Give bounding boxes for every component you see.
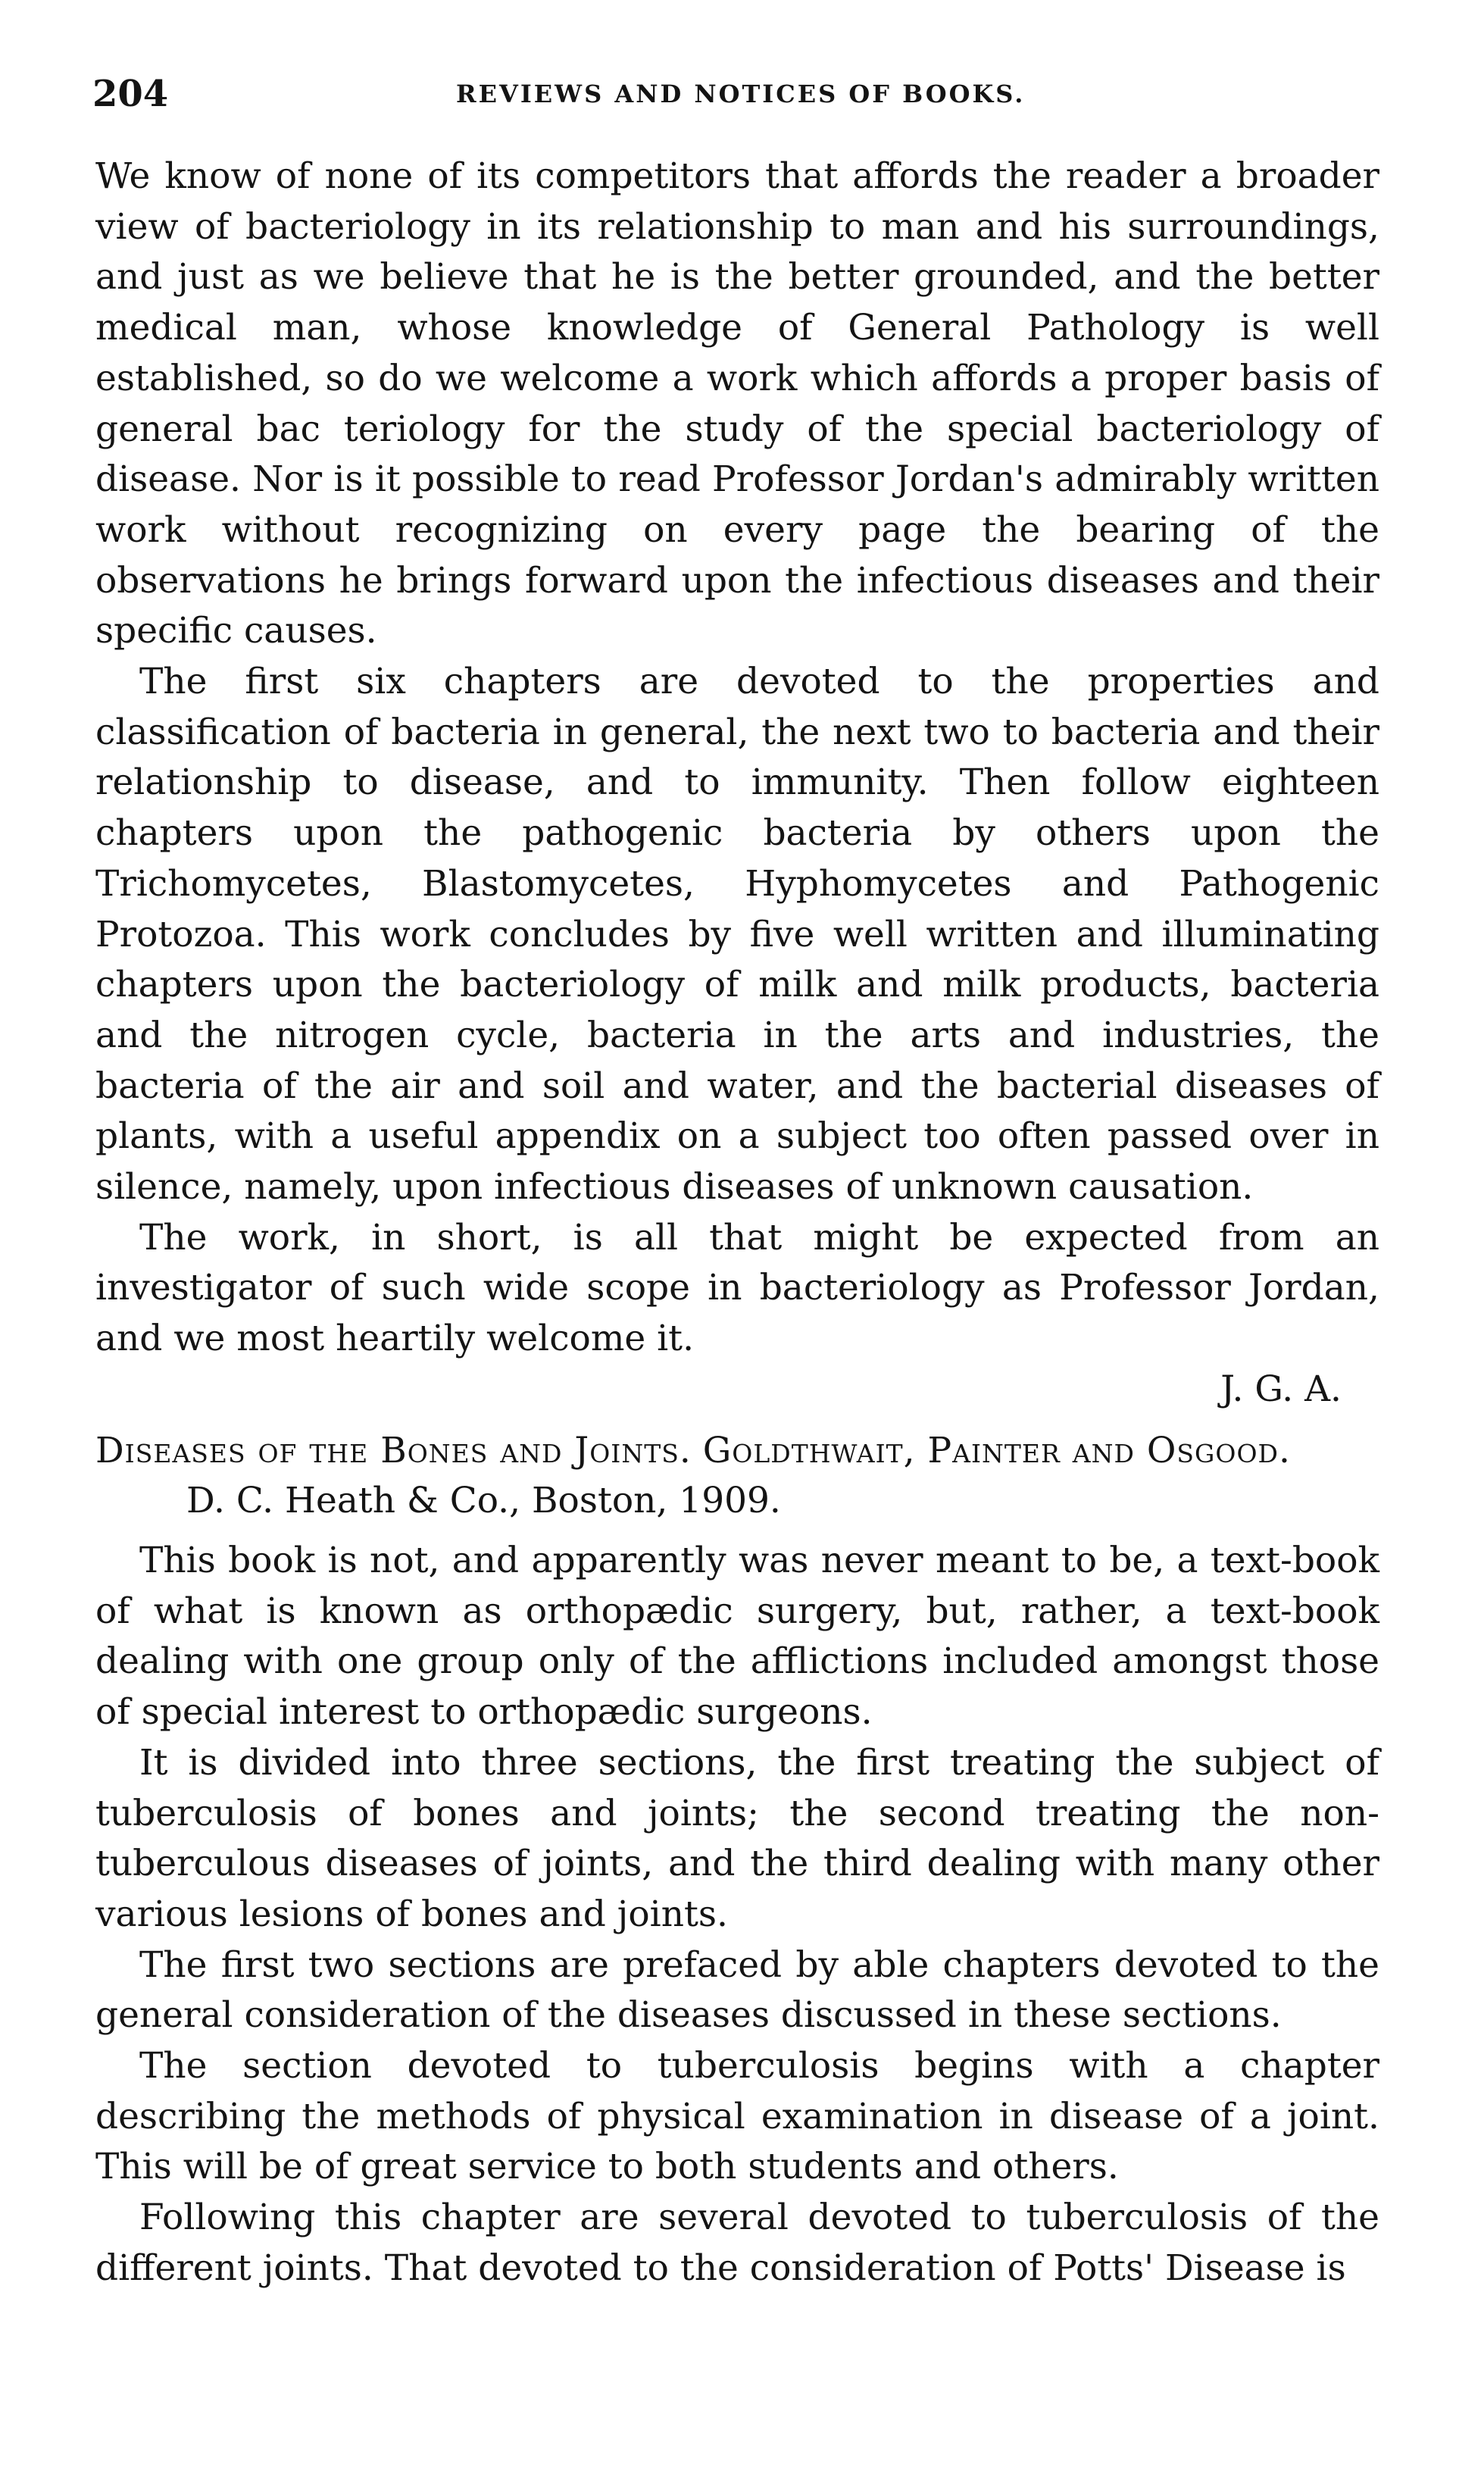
- review-paragraph: The section devoted to tuberculosis begins with a chapter describing the methods of physical examination in disease of a joint. This will be of great service to both students and others.: [95, 2045, 1379, 2188]
- review-paragraph: This book is not, and apparently was never meant to be, a text-book of what is known as orthopædic surgery, but, rather, a text-book dealing with one group only of the afflictions included amongst those of special interest to orthopædic surgeons.: [95, 1539, 1379, 1734]
- review-paragraph: It is divided into three sections, the first treating the subject of tuberculosis of bones and joints; the second treating the non-tuberculous diseases of joints, and the third dealing with many other various lesions of bones and joints.: [95, 1741, 1379, 1935]
- running-head: REVIEWS AND NOTICES OF BOOKS.: [456, 80, 1026, 108]
- page-number: 204: [92, 73, 169, 115]
- page-header: [92, 71, 1388, 117]
- book-authors: Goldthwait, Painter and Osgood.: [702, 1429, 1291, 1471]
- review-paragraph: Following this chapter are several devoted to tuberculosis of the different joints. That devoted to the consideration of Potts' Disease is: [95, 2197, 1379, 2289]
- reviewer-signature: J. G. A.: [1220, 1368, 1342, 1410]
- page-body: [95, 152, 1379, 2294]
- review-bones-and-joints: [95, 1536, 1379, 2294]
- review-paragraph: The first six chapters are devoted to the properties and classification of bacteria in general, the next two to bacteria and their relationship to disease, and to immunity. Then follow eighteen chapters upon the pathogenic bacteria by others upon the Trichomycetes, Blastomycetes, Hyphomycetes and Pathogenic Protozoa. This work concludes by five well written and illuminating chapters upon the bacteriology of milk and milk products, bacteria and the nitrogen cycle, bacteria in the arts and industries, the bacteria of the air and soil and water, and the bacterial diseases of plants, with a useful appendix on a subject too often passed over in silence, namely, upon infectious diseases of unknown causation.: [95, 661, 1379, 1209]
- review-paragraph: The work, in short, is all that might be expected from an investigator of such wide scope in bacteriology as Professor Jordan, and we most heartily welcome it.: [95, 1216, 1379, 1360]
- review-jordan-bacteriology: [95, 152, 1379, 1415]
- book-publisher: D. C. Heath & Co., Boston, 1909.: [186, 1480, 781, 1522]
- book-heading: [95, 1426, 1379, 1527]
- review-paragraph: The first two sections are prefaced by able chapters devoted to the general consideration of the diseases discussed in these sections.: [95, 1943, 1379, 2037]
- review-paragraph: We know of none of its competitors that affords the reader a broader view of bacteriology in its relationship to man and his surroundings, and just as we believe that he is the better grounded, and the better medical man, whose knowledge of General Pathology is well established, so do we welcome a work which affords a proper basis of general bac teriology for the study of the special bacteriology of disease. Nor is it possible to read Professor Jordan's admirably written work without recognizing on every page the bearing of the observations he brings forward upon the infectious diseases and their specific causes.: [95, 155, 1379, 652]
- book-title: Diseases of the Bones and Joints.: [95, 1429, 692, 1471]
